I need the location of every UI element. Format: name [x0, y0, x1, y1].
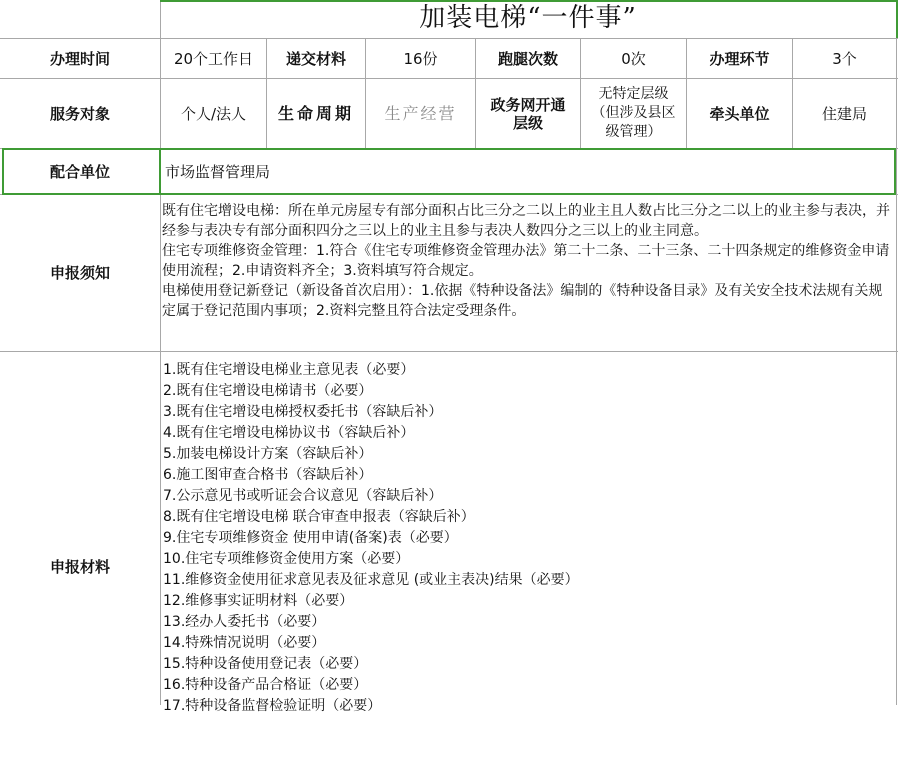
label-submitted-materials: 递交材料 [285, 49, 346, 68]
value-cooperating-unit[interactable]: 市场监督管理局 [165, 162, 271, 181]
list-item: 8.既有住宅增设电梯 联合审查申报表（容缺后补） [163, 509, 475, 525]
label-processing-steps: 办理环节 [709, 49, 770, 68]
label-cooperating-unit: 配合单位 [49, 162, 110, 181]
grid-line [896, 0, 897, 705]
list-item: 7.公示意见书或听证会合议意见（容缺后补） [163, 488, 443, 504]
list-item: 2.既有住宅增设电梯请书（必要） [163, 383, 373, 399]
notes-line: 电梯使用登记新登记（新设备首次启用）：1.依据《特种设备法》编制的《特种设备目录》及有关安全技术法规有关规定属于登记范围内事项；2.资料完整且符合法定受理条件。 [162, 283, 883, 319]
label-lead-unit: 牵头单位 [709, 104, 770, 123]
value-service-target[interactable]: 个人/法人 [180, 104, 247, 123]
application-notes[interactable] [162, 201, 890, 321]
list-item: 3.既有住宅增设电梯授权委托书（容缺后补） [163, 404, 443, 420]
list-item: 12.维修事实证明材料（必要） [163, 593, 354, 609]
application-materials-list[interactable] [163, 360, 863, 717]
label-gov-network-level: 政务网开通层级 [490, 95, 566, 132]
label-processing-time: 办理时间 [49, 49, 110, 68]
list-item: 13.经办人委托书（必要） [163, 614, 326, 630]
active-cell-border [894, 148, 896, 195]
value-processing-steps[interactable]: 3个 [832, 49, 857, 68]
label-service-target: 服务对象 [49, 104, 110, 123]
notes-line: 既有住宅增设电梯：所在单元房屋专有部分面积占比三分之二以上的业主且人数占比三分之二以上的业主参与表决，并经参与表决专有部分面积四分之三以上的业主且参与表决人数四分之三以上的业主同意。 [162, 203, 890, 239]
list-item: 11.维修资金使用征求意见表及征求意见 (或业主表决)结果（必要） [163, 572, 579, 588]
label-application-materials: 申报材料 [49, 558, 110, 576]
list-item: 16.特种设备产品合格证（必要） [163, 677, 368, 693]
active-cell-border [2, 148, 896, 150]
value-life-cycle[interactable]: 生产经营 [384, 103, 457, 123]
list-item: 4.既有住宅增设电梯协议书（容缺后补） [163, 425, 415, 441]
value-processing-time[interactable]: 20个工作日 [173, 49, 254, 68]
list-item: 14.特殊情况说明（必要） [163, 635, 326, 651]
label-life-cycle: 生命周期 [277, 103, 354, 123]
notes-line: 住宅专项维修资金管理：1.符合《住宅专项维修资金管理办法》第二十二条、二十三条、二十四条规定的维修资金申请使用流程；2.申请资料齐全；3.资料填写符合规定。 [162, 243, 890, 279]
list-item: 15.特种设备使用登记表（必要） [163, 656, 368, 672]
list-item: 10.住宅专项维修资金使用方案（必要） [163, 551, 410, 567]
page-title: 加装电梯“一件事” [419, 3, 637, 34]
value-visit-count[interactable]: 0次 [621, 49, 646, 68]
list-item: 1.既有住宅增设电梯业主意见表（必要） [163, 362, 415, 378]
label-application-notes: 申报须知 [49, 264, 110, 282]
value-lead-unit[interactable]: 住建局 [821, 104, 867, 123]
active-cell-border [159, 148, 161, 195]
list-item: 5.加装电梯设计方案（容缺后补） [163, 446, 373, 462]
value-gov-network-level[interactable]: 无特定层级（但涉及县区级管理） [591, 86, 676, 140]
value-submitted-materials[interactable]: 16份 [403, 49, 438, 68]
list-item: 9.住宅专项维修资金 使用申请(备案)表（必要） [163, 530, 458, 546]
list-item: 6.施工图审查合格书（容缺后补） [163, 467, 373, 483]
label-visit-count: 跑腿次数 [497, 49, 558, 68]
title-cell-border [160, 0, 898, 2]
list-item: 17.特种设备监督检验证明（必要） [163, 698, 382, 714]
active-cell-border [2, 148, 4, 195]
